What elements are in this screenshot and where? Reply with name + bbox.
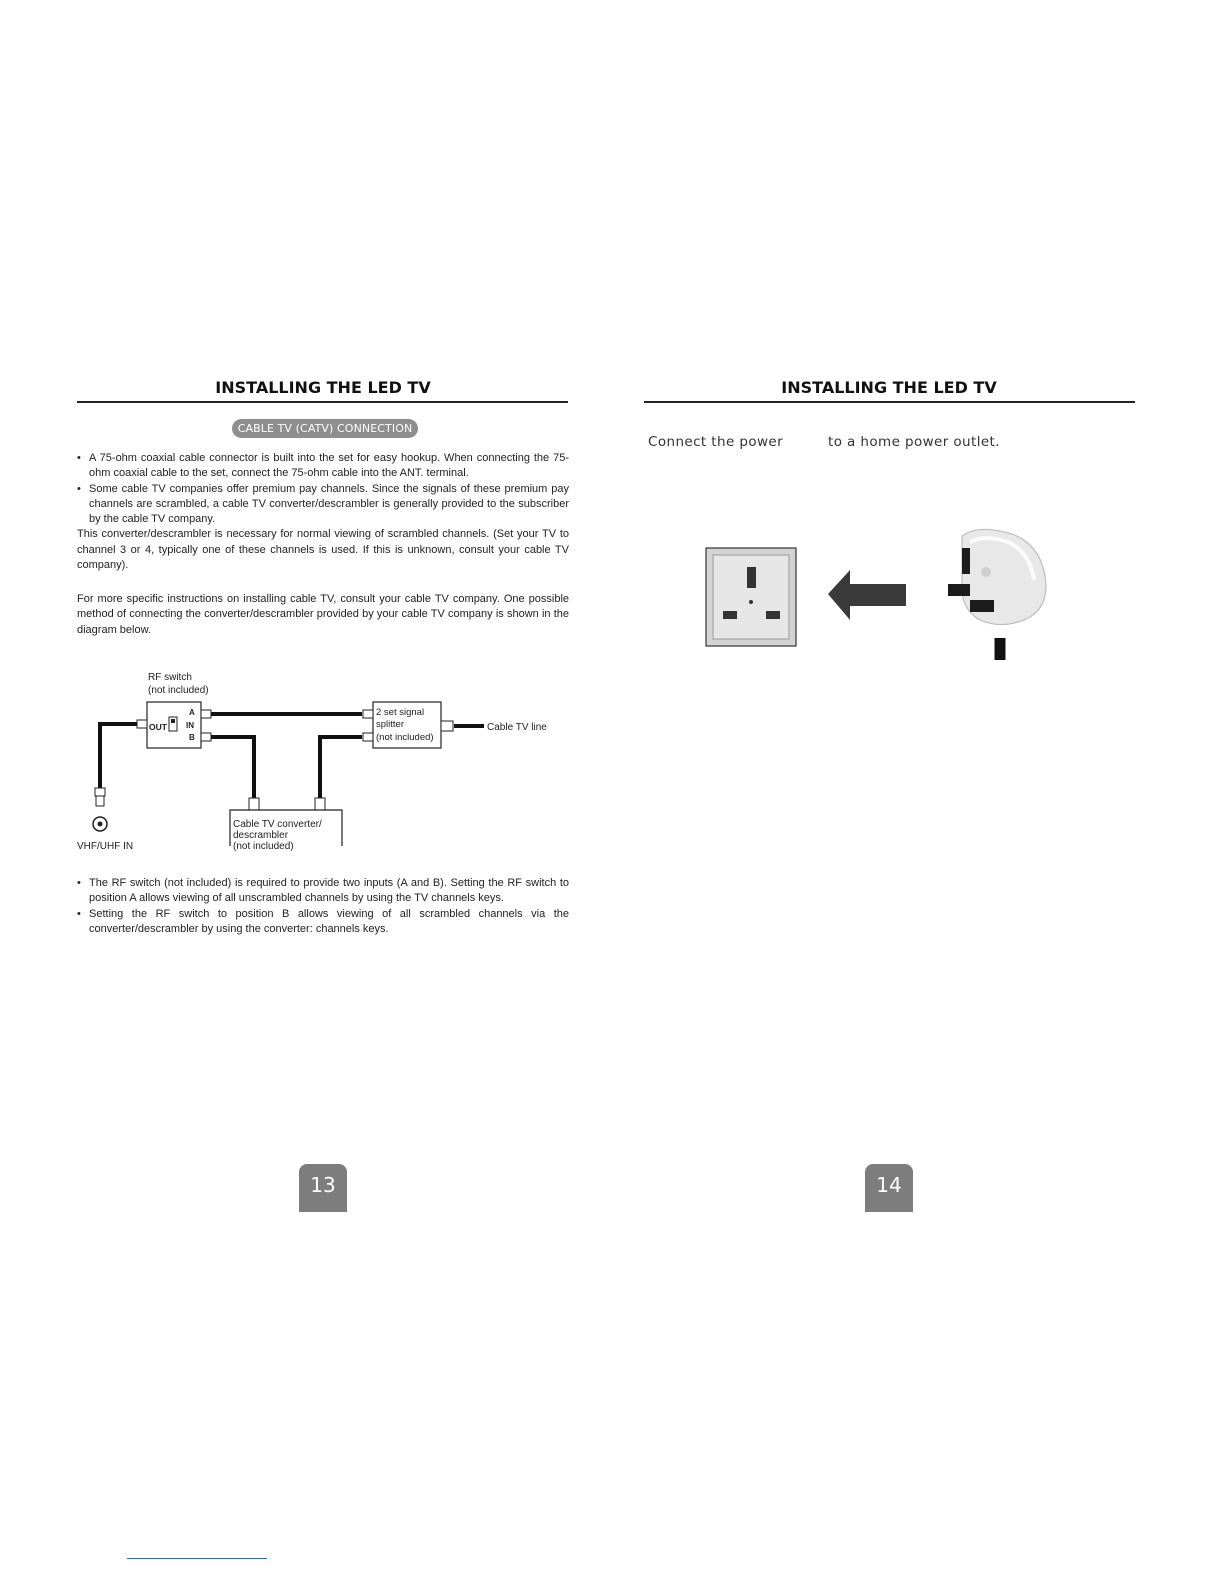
bullet-glyph: • [77, 452, 81, 464]
bullet-list-top [77, 451, 569, 527]
power-instruction [648, 434, 1134, 452]
outlet-earth-slot [747, 567, 756, 588]
converter-label-3: (not included) [233, 841, 294, 852]
converter-label: Cable TV converter/ [233, 819, 322, 830]
plug-fuse-cap [981, 567, 991, 577]
plug-live-pin [948, 584, 970, 596]
list-item-text: A 75-ohm coaxial cable connector is built into the set for easy hookup. When connecting the 75-ohm coaxial cable to the set, connect the 75-ohm cable into the ANT. terminal. [89, 452, 569, 480]
connector-icon [441, 721, 453, 731]
bullet-glyph: • [77, 482, 81, 495]
bullet-glyph: • [77, 907, 81, 920]
list-item [77, 482, 569, 528]
page-14 [612, 0, 1224, 1584]
cable-connection-diagram [76, 664, 566, 858]
section-label: CABLE TV (CATV) CONNECTION [232, 419, 418, 438]
connector-icon [249, 798, 259, 810]
connector-icon [363, 733, 373, 741]
outlet-neutral-slot [766, 611, 780, 619]
page-number: 13 [299, 1164, 347, 1212]
page-title: INSTALLING THE LED TV [215, 378, 431, 397]
splitter-label-3: (not included) [376, 732, 434, 743]
cable-splitter-converter [320, 737, 362, 798]
switch-in-label: IN [186, 721, 194, 730]
plug-icon [948, 529, 1046, 660]
splitter-label-2: splitter [376, 719, 404, 730]
switch-b-label: B [189, 733, 195, 742]
paragraph-block [77, 592, 569, 638]
cable-to-tv [100, 724, 137, 788]
connector-icon [96, 796, 104, 806]
list-item-text: The RF switch (not included) is required to provide two inputs (A and B). Setting the RF switch to position A allows viewing of all unscrambled channels by using the TV channels keys. [89, 877, 569, 905]
plug-neutral-pin [970, 600, 994, 612]
notes-text [77, 876, 569, 937]
rf-switch-label: RF switch [148, 672, 192, 683]
cable-b [211, 737, 254, 798]
page-number: 14 [865, 1164, 913, 1212]
splitter-label: 2 set signal [376, 707, 425, 718]
power-connection-illustration [700, 522, 1060, 667]
outlet-live-slot [723, 611, 737, 619]
connector-icon [95, 788, 105, 796]
bullet-list-bottom [77, 876, 569, 937]
switch-out-label: OUT [149, 722, 167, 732]
connector-icon [363, 710, 373, 718]
list-item [77, 876, 569, 907]
page-title: INSTALLING THE LED TV [781, 378, 997, 397]
footer-link-underline [127, 1558, 267, 1559]
list-item-text: Setting the RF switch to position B allows viewing of all scrambled channels via the converter/descrambler by using the converter: channels keys. [89, 907, 569, 935]
paragraph: For more specific instructions on installing cable TV, consult your cable TV company. One possible method of connecting the converter/descrambler provided by your cable TV company is shown in the diagram below. [77, 593, 569, 636]
antenna-jack-center [98, 822, 103, 827]
intro-text [77, 451, 569, 573]
vhf-uhf-label: VHF/UHF IN [77, 841, 134, 852]
converter-label-2: descrambler [233, 830, 289, 841]
cable-tv-line-label: Cable TV line [487, 722, 547, 733]
paragraph: This converter/descrambler is necessary for normal viewing of scrambled channels. (Set your TV to channel 3 or 4, typically one of these channels is used. If this is unknown, consult your cable TV company). [77, 528, 569, 572]
title-rule [644, 401, 1135, 403]
instruction-text-2: to a home power outlet. [828, 434, 1000, 450]
list-item-text: Some cable TV companies offer premium pay channels. Since the signals of these premium pay channels are scrambled, a cable TV converter/descrambler is generally provided to the subscriber by the cable TV company. [89, 482, 569, 526]
instruction-text-1: Connect the power [648, 434, 784, 450]
switch-a-label: A [189, 708, 195, 717]
outlet-screw [749, 600, 753, 604]
plug-earth-pin [962, 548, 970, 574]
list-item [77, 907, 569, 938]
switch-toggle-knob [171, 719, 175, 723]
connector-icon [201, 710, 211, 718]
connector-icon [201, 733, 211, 741]
rf-switch-sublabel: (not included) [148, 685, 209, 696]
arrow-left-icon [828, 570, 906, 620]
list-item [77, 451, 569, 482]
bullet-glyph: • [77, 877, 81, 889]
connector-icon [315, 798, 325, 810]
title-rule [77, 401, 568, 403]
connector-icon [137, 720, 147, 728]
